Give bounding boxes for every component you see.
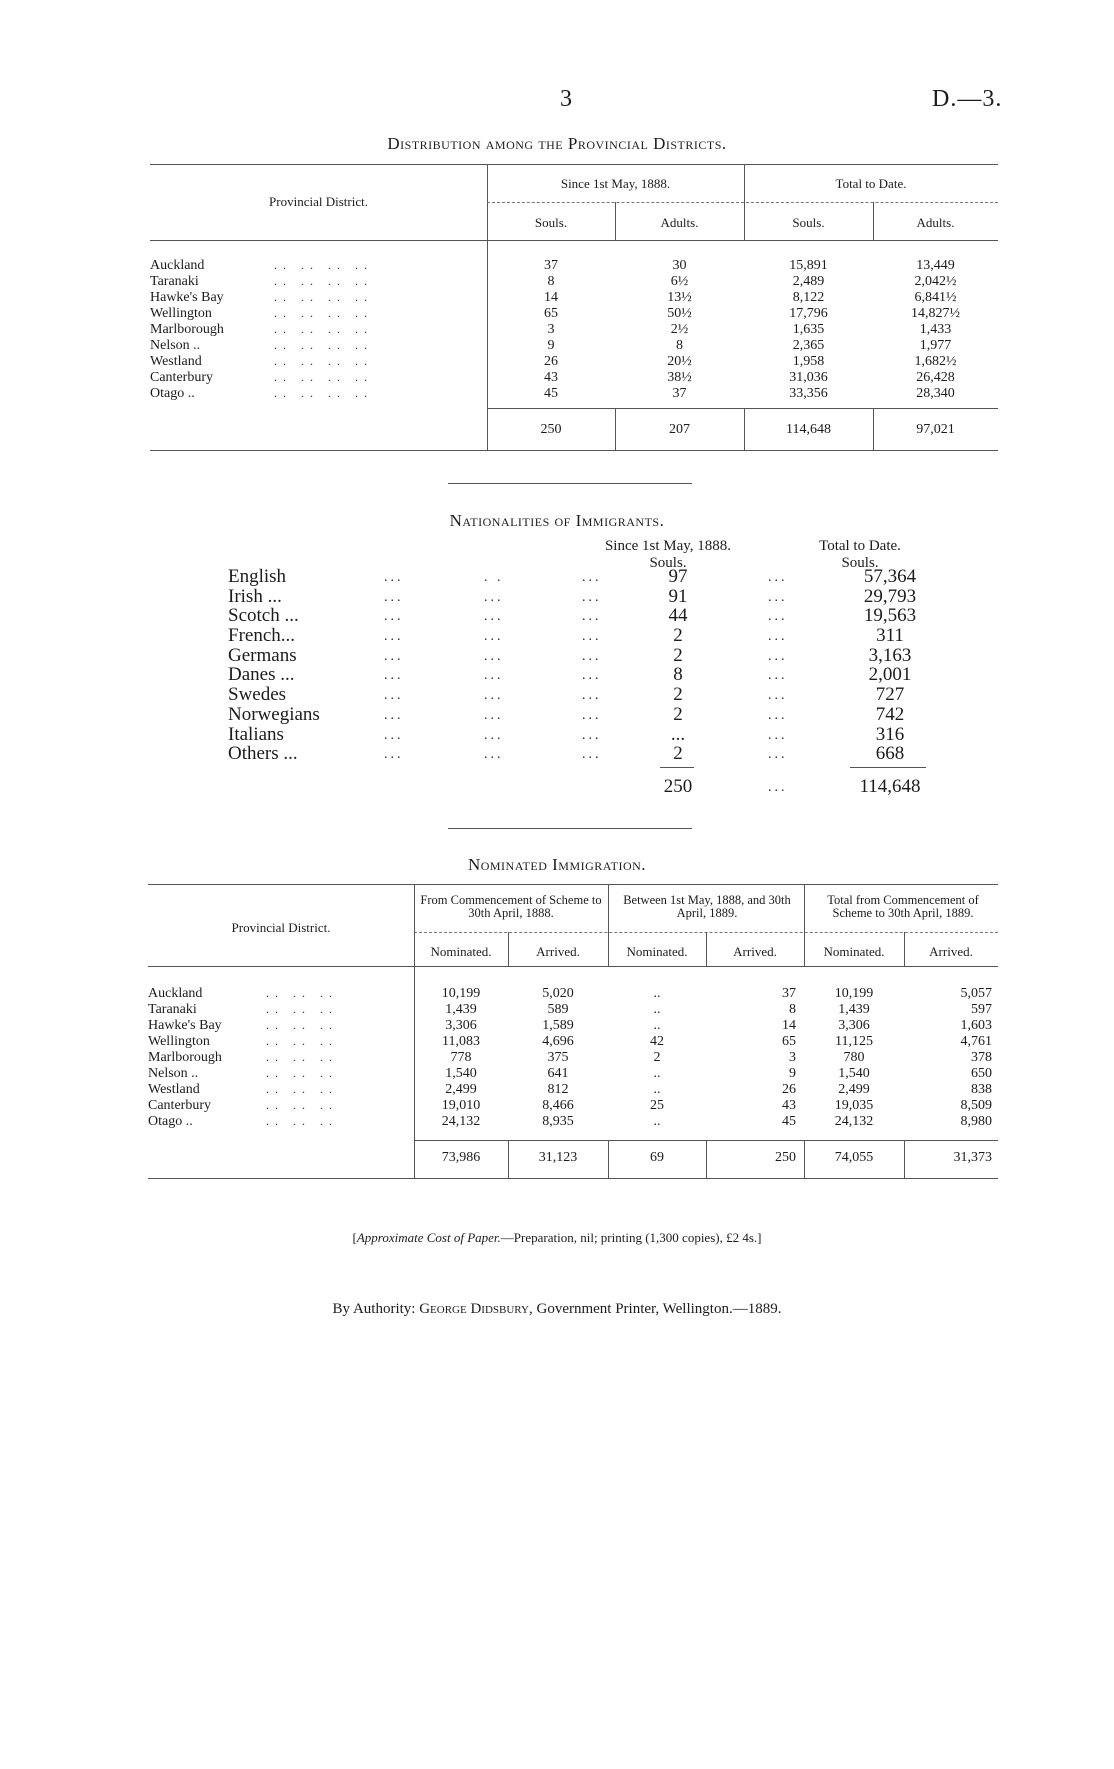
section-divider	[448, 483, 692, 484]
cost-footnote: [Approximate Cost of Paper.—Preparation, nil; printing (1,300 copies), £2 4s.]	[352, 1230, 762, 1245]
from-nominated-header: Nominated.	[430, 944, 492, 959]
between-group-header: Between 1st May, 1888, and 30th April, 1889.	[623, 893, 791, 920]
from-arrived-header: Arrived.	[536, 944, 580, 959]
authority-prefix: By Authority:	[332, 1301, 416, 1317]
district-column-header: Provincial District.	[269, 194, 368, 209]
document-reference: D.—3.	[932, 86, 1003, 112]
since-group-header: Since 1st May, 1888.	[560, 176, 671, 191]
distribution-table: Provincial District. Since 1st May, 1888. Total to Date. Souls. Adults. Souls. Adults. Auckland .. .. .. .. 37 30 15,891 13,449 Taranaki .. .. .. .. 8 6½ 2,489 2,042½ Hawke's Bay .. .. .. .. 14 13½ 8,122 6,841½ Wellington .. .. .. .. 65 50½ 17,796 14,827½ Marlborough .. .. .. .. 3 2½ 1,635 1,433 Nelson .. .. .. .. .. 9 8 2,365 1,977 Westland .. .. .. .. 26 20½ 1,958 1,682½ Canterbury .. .. .. .. 43 38½ 31,036 26,428 Otago .. .. .. .. .. 45 37 33,356 28,340 250 207 114,648 97,021	[150, 164, 998, 454]
total-column-header: Total to Date.	[819, 538, 901, 554]
printer-authority	[0, 1301, 1114, 1318]
total-nominated-header: Nominated.	[823, 944, 885, 959]
footnote-text: —Preparation, nil; printing (1,300 copies), £2 4s.	[500, 1230, 758, 1245]
total-arrived-header: Arrived.	[929, 944, 973, 959]
total-group-header: Total from Commencement of Scheme to 30th April, 1889.	[827, 893, 979, 920]
distribution-title: Distribution among the Provincial Districts.	[387, 134, 727, 153]
printer-name: George Didsbury	[419, 1301, 529, 1317]
since-total-rule	[660, 767, 694, 768]
page-number: 3	[560, 86, 572, 112]
total-group-header: Total to Date.	[835, 176, 907, 191]
total-total-rule	[850, 767, 926, 768]
district-column-header: Provincial District.	[231, 920, 331, 935]
from-group-header: From Commencement of Scheme to 30th April, 1888.	[420, 893, 602, 920]
footnote-label: Approximate Cost of Paper.	[356, 1230, 501, 1245]
adults-since-header: Adults.	[660, 215, 699, 230]
between-arrived-header: Arrived.	[733, 944, 777, 959]
souls-total-header: Souls.	[792, 215, 825, 230]
authority-suffix: , Government Printer, Wellington.—1889.	[528, 1301, 782, 1317]
nominated-table: Provincial District. From Commencement of Scheme to 30th April, 1888. Between 1st May, 1888, and 30th April, 1889. Total from Commencement of Scheme to 30th April, 1889. Nominated. Arrived. Nominated. Arrived. Nominated. Arrived. Auckland .. .. .. 10,199 5,020 .. 37 10,199 5,057 Taranaki .. .. .. 1,439 589 .. 8 1,439 597 Hawke's Bay .. .. .. 3,306 1,589 .. 14 3,306 1,603 Wellington .. .. .. 11,083 4,696 42 65 11,125 4,761 Marlborough .. .. .. 778 375 2 3 780 378 Nelson .. .. .. .. 1,540 641 .. 9 1,540 650 Westland .. .. .. 2,499 812 .. 26 2,499 838 Canterbury .. .. .. 19,010 8,466 25 43 19,035 8,509 Otago .. .. .. .. 24,132 8,935 .. 45 24,132 8,980 73,986 31,123 69 250 74,055 31,373	[148, 884, 998, 1184]
total-souls-header: Souls.	[841, 555, 879, 571]
adults-total-header: Adults.	[916, 215, 955, 230]
since-souls-header: Souls.	[649, 555, 687, 571]
nominated-title: Nominated Immigration.	[467, 855, 647, 874]
between-nominated-header: Nominated.	[626, 944, 688, 959]
since-column-header: Since 1st May, 1888.	[604, 538, 732, 554]
section-divider	[448, 828, 692, 829]
nationalities-title: Nationalities of Immigrants.	[449, 511, 665, 530]
souls-since-header: Souls.	[534, 215, 568, 230]
